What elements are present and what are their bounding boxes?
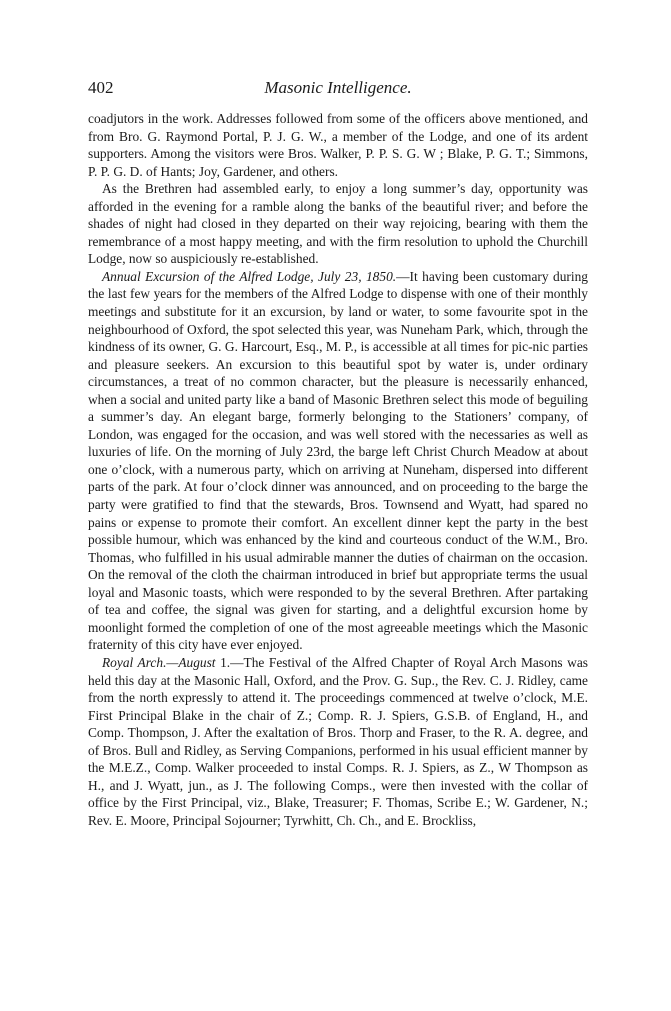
paragraph-text: 1.—The Festival of the Alfred Chapter of Royal Arch Masons was held this day at the Masonic Hall, Oxford, and the Prov. G. Sup., the Rev. C. J. Ridley, came from the north expressly to attend it. The proceedings commenced at twelve o’clock, M.E. First Principal Blake in the chair of Z.; Comp. R. J. Spiers, G.S.B. of England, H., and Comp. Thompson, J. After the exaltation of Bros. Thorp and Fraser, to the R. A. degree, and of Bros. Bull and Ridley, as Serving Companions, performed in his usual efficient manner by the M.E.Z., Comp. Walker proceeded to instal Comps. R. J. Spiers, as Z., W Thompson as H., and J. Wyatt, jun., as J. The following Comps., were then invested with the collar of office by the First Principal, viz., Blake, Treasurer; F. Thomas, Scribe E.; W. Gardener, N.; Rev. E. Moore, Principal Sojourner; Tyrwhitt, Ch. Ch., and E. Brockliss, [88, 654, 588, 828]
paragraph [88, 268, 588, 654]
paragraph [88, 654, 588, 829]
paragraph [88, 180, 588, 268]
section-heading: Royal Arch.—August [102, 654, 216, 670]
running-title: Masonic Intelligence. [264, 78, 412, 97]
page-header [88, 78, 588, 102]
article-body [88, 110, 588, 829]
paragraph-text: coadjutors in the work. Addresses followed from some of the officers above mentioned, and from Bro. G. Raymond Portal, P. J. G. W., a member of the Lodge, and one of its ardent supporters. Among the visitors were Bros. Walker, P. P. S. G. W ; Blake, P. G. T.; Simmons, P. P. G. D. of Hants; Joy, Gardener, and others. [88, 111, 588, 179]
paragraph [88, 110, 588, 180]
paragraph-text: As the Brethren had assembled early, to enjoy a long summer’s day, opportunity was afforded in the evening for a ramble along the banks of the beautiful river; and before the shades of night had closed in they departed on their way rejoicing, bearing with them the remembrance of a most happy meeting, and with the firm resolution to uphold the Churchill Lodge, now so auspiciously re-established. [88, 181, 588, 267]
book-page [88, 78, 588, 829]
paragraph-text: —It having been customary during the last few years for the members of the Alfred Lodge to dispense with one of their monthly meetings and substitute for it an excursion, by land or water, to some favourite spot in the neighbourhood of Oxford, the spot selected this year, was Nuneham Park, which, through the kindness of its owner, G. G. Harcourt, Esq., M. P., is accessible at all times for pic-nic parties and pleasure seekers. An excursion to this beautiful spot by water is, under ordinary circumstances, a treat of no common character, but the pleasure is necessarily enhanced, when a social and united party like a band of Masonic Brethren select this mode of beguiling a summer’s day. An elegant barge, formerly belonging to the Stationers’ company, of London, was engaged for the occasion, and was well stored with the necessaries as well as luxuries of life. On the morning of July 23rd, the barge left Christ Church Meadow at about one o’clock, with a numerous party, which on arriving at Nuneham, dispersed into different parts of the park. At four o’clock dinner was announced, and on proceeding to the barge the party were gratified to find that the stewards, Bros. Townsend and Wyatt, had spared no pains or expense to promote their comfort. An excellent dinner kept the party in the best possible humour, which was enhanced by the kind and courteous conduct of the W.M., Bro. Thomas, who fulfilled in his usual admirable manner the duties of chairman on the occasion. On the removal of the cloth the chairman introduced in brief but appropriate terms the usual loyal and Masonic toasts, which were responded to by the several Brethren. After partaking of tea and coffee, the signal was given for starting, and a delightful excursion home by moonlight formed the completion of one of the most agreeable meetings which the Masonic fraternity of this city have ever enjoyed. [88, 268, 588, 653]
page-number: 402 [88, 78, 114, 97]
section-heading: Annual Excursion of the Alfred Lodge, July 23, 1850. [102, 268, 397, 284]
